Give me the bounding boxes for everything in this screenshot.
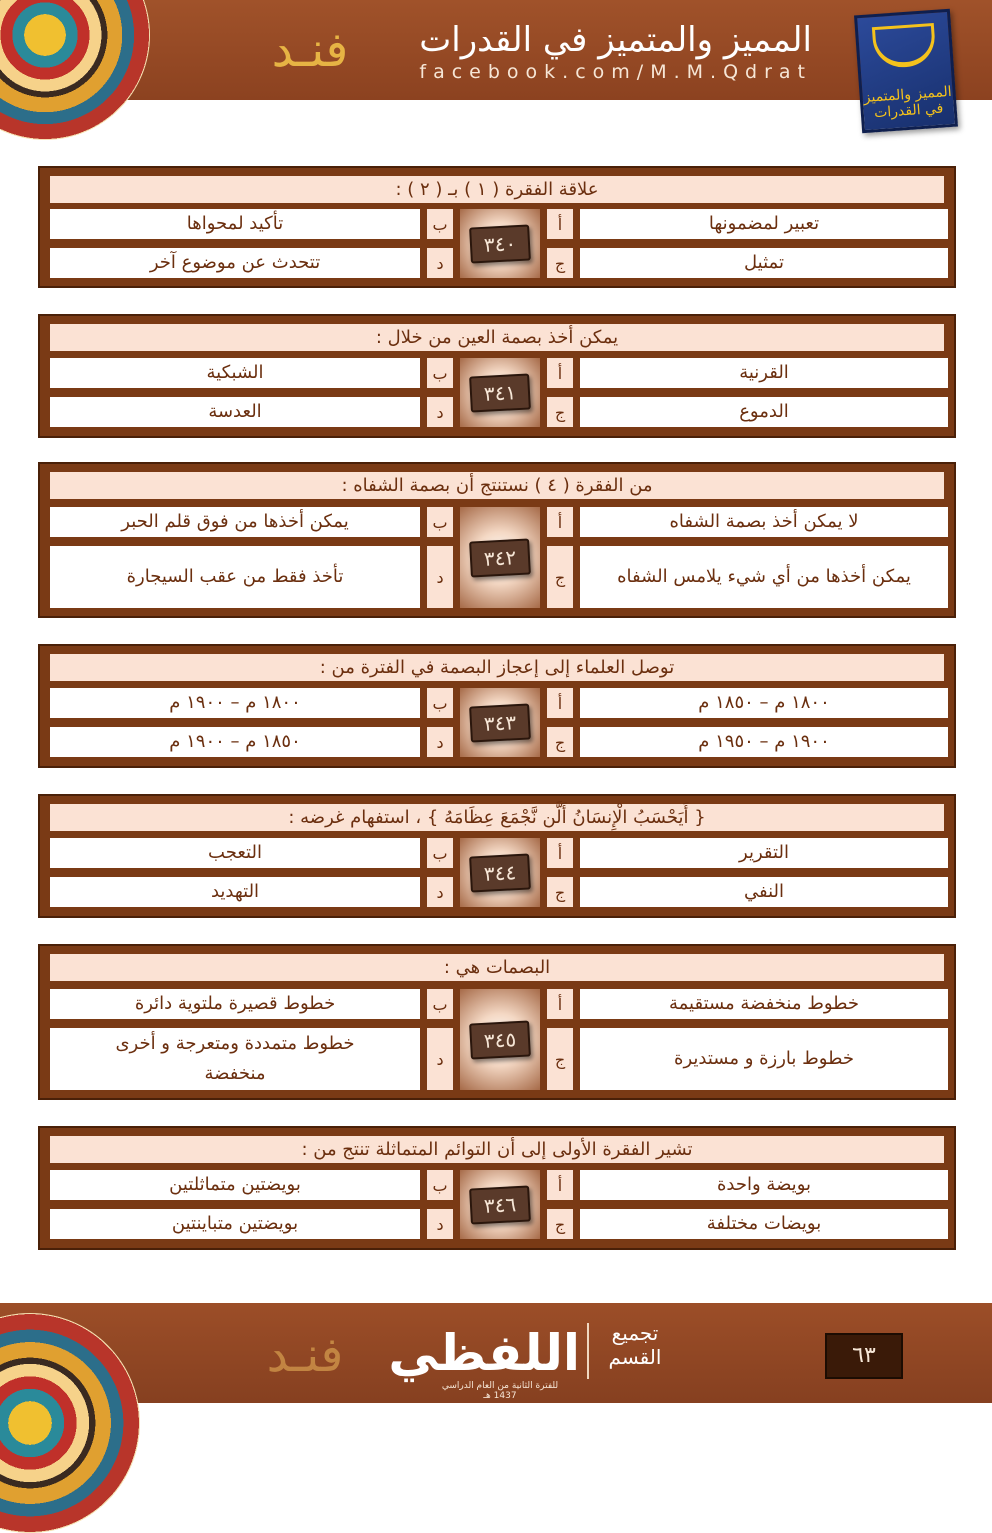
option-b[interactable]: التعجب	[48, 836, 422, 870]
option-a[interactable]: التقرير	[578, 836, 950, 870]
question-block	[38, 944, 956, 1100]
option-b-letter: ب	[425, 356, 455, 390]
option-c[interactable]: خطوط بارزة و مستديرة	[578, 1026, 950, 1092]
option-a-letter: أ	[545, 356, 575, 390]
option-a-letter: أ	[545, 686, 575, 720]
question-number-cell	[458, 686, 542, 759]
question-number-cell	[458, 987, 542, 1092]
question-number: ٣٤٥	[469, 1020, 531, 1059]
question-stem: { أَيَحْسَبُ الْإِنسَانُ أَلَّن نَّجْمَعَ عِظَامَهُ } ، استفهام غرضه :	[48, 802, 946, 833]
footer-caption: تجميع القسم	[608, 1321, 662, 1369]
option-a[interactable]: بويضة واحدة	[578, 1168, 950, 1202]
option-d[interactable]: العدسة	[48, 395, 422, 429]
footer-brand: اللفظي	[388, 1324, 580, 1382]
option-a[interactable]: القرنية	[578, 356, 950, 390]
question-number: ٣٤٢	[469, 538, 531, 577]
question-number-cell	[458, 356, 542, 429]
option-a[interactable]: ١٨٠٠ م – ١٨٥٠ م	[578, 686, 950, 720]
option-d-letter: د	[425, 395, 455, 429]
question-number: ٣٤١	[469, 373, 531, 412]
option-d[interactable]: ١٨٥٠ م – ١٩٠٠ م	[48, 725, 422, 759]
option-c-letter: ج	[545, 725, 575, 759]
option-b[interactable]: بويضتين متماثلتين	[48, 1168, 422, 1202]
open-book-icon	[872, 23, 937, 69]
footer-divider	[587, 1323, 589, 1379]
option-b[interactable]: ١٨٠٠ م – ١٩٠٠ م	[48, 686, 422, 720]
option-d-letter: د	[425, 725, 455, 759]
option-c[interactable]: تمثيل	[578, 246, 950, 280]
option-a-letter: أ	[545, 1168, 575, 1202]
option-d-letter: د	[425, 1207, 455, 1241]
option-d[interactable]: التهديد	[48, 875, 422, 909]
option-c[interactable]: يمكن أخذها من أي شيء يلامس الشفاه	[578, 544, 950, 610]
option-c-letter: ج	[545, 544, 575, 610]
option-b-letter: ب	[425, 505, 455, 539]
logo-text: المميز والمتميز في القدرات	[863, 83, 953, 122]
option-d-letter: د	[425, 246, 455, 280]
question-number: ٣٤٣	[469, 703, 531, 742]
option-b-letter: ب	[425, 987, 455, 1021]
option-b-letter: ب	[425, 1168, 455, 1202]
ornament-decoration	[0, 1313, 140, 1533]
question-block	[38, 1126, 956, 1250]
option-b[interactable]: تأكيد لمحواها	[48, 207, 422, 241]
option-a[interactable]: تعبير لمضمونها	[578, 207, 950, 241]
option-c-letter: ج	[545, 1026, 575, 1092]
question-number-cell	[458, 505, 542, 610]
option-a-letter: أ	[545, 987, 575, 1021]
option-b[interactable]: خطوط قصيرة ملتوية دائرة	[48, 987, 422, 1021]
option-d[interactable]: تأخذ فقط من عقب السيجارة	[48, 544, 422, 610]
option-b-letter: ب	[425, 686, 455, 720]
option-d-letter: د	[425, 544, 455, 610]
page-header	[0, 0, 992, 122]
option-c-letter: ج	[545, 875, 575, 909]
option-d[interactable]: خطوط متمددة ومتعرجة و أخرى منخفضة	[48, 1026, 422, 1092]
option-b[interactable]: يمكن أخذها من فوق قلم الحبر	[48, 505, 422, 539]
question-number: ٣٤٤	[469, 853, 531, 892]
question-block	[38, 462, 956, 618]
decorative-calligraphy: فنـد	[266, 1327, 344, 1383]
question-stem: يمكن أخذ بصمة العين من خلال :	[48, 322, 946, 353]
option-c-letter: ج	[545, 395, 575, 429]
question-stem: علاقة الفقرة ( ١ ) بـ ( ٢ ) :	[48, 174, 946, 205]
facebook-link[interactable]: facebook.com/M.M.Qdrat	[419, 61, 812, 83]
decorative-calligraphy: فنـد	[271, 22, 349, 78]
option-a-letter: أ	[545, 836, 575, 870]
option-a[interactable]: خطوط منخفضة مستقيمة	[578, 987, 950, 1021]
option-a-letter: أ	[545, 505, 575, 539]
option-c[interactable]: الدموع	[578, 395, 950, 429]
option-d[interactable]: بويضتين متباينتين	[48, 1207, 422, 1241]
option-a-letter: أ	[545, 207, 575, 241]
option-c-letter: ج	[545, 1207, 575, 1241]
question-stem: تشير الفقرة الأولى إلى أن التوائم المتماثلة تنتج من :	[48, 1134, 946, 1165]
question-stem: توصل العلماء إلى إعجاز البصمة في الفترة من :	[48, 652, 946, 683]
page-number: ٦٣	[825, 1333, 903, 1379]
ornament-decoration	[0, 0, 150, 140]
footer-tagline: للفترة الثانية من العام الدراسي 1437 هـ	[441, 1381, 559, 1401]
brand-logo	[854, 9, 958, 133]
option-d-letter: د	[425, 1026, 455, 1092]
question-number: ٣٤٠	[469, 224, 531, 263]
question-number-cell	[458, 1168, 542, 1241]
question-number-cell	[458, 207, 542, 280]
option-b[interactable]: الشبكية	[48, 356, 422, 390]
question-stem: من الفقرة ( ٤ ) نستنتج أن بصمة الشفاه :	[48, 470, 946, 501]
page-footer	[0, 1303, 992, 1403]
option-d-letter: د	[425, 875, 455, 909]
option-a[interactable]: لا يمكن أخذ بصمة الشفاه	[578, 505, 950, 539]
question-block	[38, 166, 956, 288]
question-stem: البصمات هي :	[48, 952, 946, 983]
question-block	[38, 794, 956, 918]
question-block	[38, 314, 956, 438]
option-c[interactable]: النفي	[578, 875, 950, 909]
option-c-letter: ج	[545, 246, 575, 280]
option-c[interactable]: بويضات مختلفة	[578, 1207, 950, 1241]
option-b-letter: ب	[425, 836, 455, 870]
question-block	[38, 644, 956, 768]
header-title: المميز والمتميز في القدرات	[419, 20, 812, 60]
option-c[interactable]: ١٩٠٠ م – ١٩٥٠ م	[578, 725, 950, 759]
option-b-letter: ب	[425, 207, 455, 241]
question-number: ٣٤٦	[469, 1185, 531, 1224]
question-number-cell	[458, 836, 542, 909]
option-d[interactable]: تتحدث عن موضوع آخر	[48, 246, 422, 280]
